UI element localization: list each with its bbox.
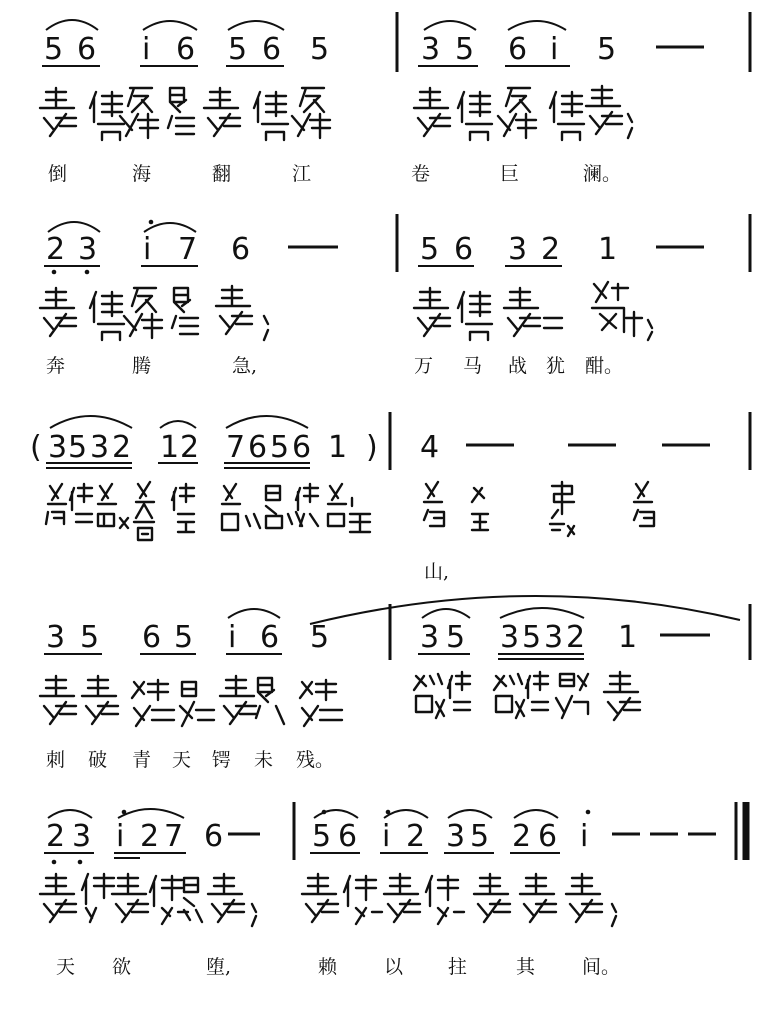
tablature-glyph (414, 88, 450, 136)
tablature-glyph (208, 874, 256, 926)
note: 6 (262, 32, 282, 67)
slur (118, 809, 184, 818)
tablature-glyph (448, 672, 470, 710)
note: 5 (420, 232, 440, 267)
tablature-glyph (494, 674, 524, 718)
lyric: 刺 (46, 749, 66, 771)
tablature-glyph (40, 676, 76, 724)
tablature-glyph (586, 86, 632, 138)
note: 6 (338, 819, 358, 854)
tablature-row-1 (40, 86, 632, 140)
note: 6 (260, 620, 280, 655)
tablature-glyph (172, 288, 198, 334)
tablature-glyph (172, 484, 194, 532)
tablature-row-5 (40, 874, 616, 926)
note: i (142, 32, 151, 67)
note: 3 (544, 620, 564, 655)
note: 2 (46, 819, 66, 854)
tablature-glyph (70, 484, 92, 522)
note: 3 (72, 819, 92, 854)
tablature-glyph (458, 92, 492, 140)
note: 2 (566, 620, 586, 655)
tablature-glyph (292, 88, 330, 138)
tablature-glyph (550, 92, 584, 140)
lyric: 赖 (318, 956, 338, 978)
slur (46, 20, 98, 30)
lyric: 奔 (46, 355, 66, 377)
tablature-glyph (302, 874, 338, 922)
system-2 (44, 214, 750, 274)
tablature-row-2 (40, 282, 652, 340)
note: 5 (522, 620, 542, 655)
tablature-glyph (604, 672, 640, 720)
note: 5 (44, 32, 64, 67)
note: 6 (204, 819, 224, 854)
system-4 (44, 596, 750, 660)
octave-dot (149, 220, 154, 225)
system-3 (30, 412, 750, 470)
octave-dot (586, 810, 591, 815)
lyric: 犹 (546, 355, 566, 377)
lyrics-row-4 (46, 749, 334, 771)
note: 3 (78, 232, 98, 267)
tablature-glyph (426, 876, 464, 924)
lyric: 未 (254, 749, 274, 771)
octave-dot (386, 810, 391, 815)
note: 5 (310, 32, 330, 67)
lyric: 破 (88, 749, 108, 771)
lyric: 战 (508, 355, 528, 377)
tablature-glyph (384, 874, 420, 922)
tablature-glyph (40, 88, 76, 136)
note: 7 (226, 430, 246, 465)
note: 5 (470, 819, 490, 854)
octave-dot (52, 270, 57, 275)
tablature-glyph (526, 672, 548, 710)
tablature-row-4 (40, 672, 640, 726)
lyric: 山, (424, 561, 450, 583)
tablature-glyph (566, 874, 616, 926)
tablature-glyph (266, 486, 302, 528)
slur (422, 609, 470, 618)
tablature-glyph (498, 88, 536, 138)
lyric: 以 (384, 956, 404, 978)
note: 3 (48, 430, 68, 465)
note: i (228, 620, 237, 655)
tablature-row-3 (46, 482, 654, 540)
slur (143, 21, 197, 30)
tablature-glyph (504, 288, 562, 336)
tablature-glyph (124, 288, 162, 338)
note: 6 (142, 620, 162, 655)
note: 1 (328, 430, 348, 465)
slur (514, 810, 558, 818)
tablature-glyph (220, 676, 256, 724)
lyric: 拄 (448, 956, 468, 978)
note: i (580, 819, 589, 854)
tablature-glyph (204, 88, 240, 136)
tablature-glyph (134, 482, 154, 540)
slur (48, 222, 100, 232)
paren-close: ) (366, 430, 378, 465)
lyric: 青 (132, 749, 152, 771)
octave-dot (122, 810, 127, 815)
note: 6 (292, 430, 312, 465)
tablature-glyph (40, 874, 76, 922)
lyrics-row-3 (424, 561, 449, 583)
lyric: 倒 (48, 163, 68, 185)
octave-dot (78, 860, 83, 865)
lyric: 间。 (582, 956, 621, 978)
slur (500, 608, 584, 618)
tablature-glyph (82, 874, 114, 922)
tablature-glyph (46, 484, 66, 524)
slur (144, 223, 196, 232)
note: 6 (538, 819, 558, 854)
lyric: 卷 (411, 163, 431, 185)
slur (384, 810, 428, 818)
note: i (550, 32, 559, 67)
note: 5 (80, 620, 100, 655)
note: 5 (446, 620, 466, 655)
note: 2 (406, 819, 426, 854)
lyric: 江 (292, 163, 312, 185)
slur (226, 416, 308, 428)
note: 3 (46, 620, 66, 655)
lyric: 其 (516, 956, 536, 978)
note: 1 (598, 232, 618, 267)
system-1 (42, 12, 750, 72)
note: 5 (312, 819, 332, 854)
tablature-glyph (120, 88, 158, 138)
note: 3 (421, 32, 441, 67)
slur (508, 21, 566, 30)
note: 5 (228, 32, 248, 67)
note: 3 (90, 430, 110, 465)
lyric: 锷 (212, 749, 232, 771)
note: 2 (140, 819, 160, 854)
tablature-glyph (424, 482, 444, 526)
slur (48, 810, 92, 818)
tablature-glyph (474, 874, 510, 922)
paren-open: ( (30, 430, 42, 465)
system-5 (44, 802, 746, 864)
tablature-glyph (40, 288, 76, 336)
tablature-glyph (520, 874, 556, 922)
slur (228, 21, 284, 30)
note: 4 (420, 430, 440, 465)
octave-dot (52, 860, 57, 865)
tablature-glyph (556, 674, 588, 718)
note: 6 (231, 232, 251, 267)
tablature-glyph (414, 674, 444, 718)
note: 2 (512, 819, 532, 854)
note: i (382, 819, 391, 854)
lyric: 马 (463, 355, 483, 377)
note: 2 (180, 430, 200, 465)
tablature-glyph (634, 482, 654, 526)
tablature-glyph (472, 488, 488, 530)
lyric: 海 (132, 163, 152, 185)
tablature-glyph (82, 676, 118, 724)
tablature-glyph (168, 88, 194, 134)
note: 3 (508, 232, 528, 267)
note: i (116, 819, 125, 854)
note: 6 (508, 32, 528, 67)
slur (314, 810, 358, 818)
tablature-glyph (550, 482, 574, 536)
note: 3 (446, 819, 466, 854)
note: 3 (500, 620, 520, 655)
lyrics-row-1 (48, 163, 621, 185)
note: 2 (112, 430, 132, 465)
lyric: 腾 (132, 355, 152, 377)
lyric: 酣。 (585, 355, 624, 377)
octave-dot (322, 810, 327, 815)
tablature-glyph (90, 292, 124, 340)
note: 5 (455, 32, 475, 67)
note: 2 (541, 232, 561, 267)
note: 5 (310, 620, 330, 655)
note: 3 (420, 620, 440, 655)
note: 7 (178, 232, 198, 267)
note: 6 (248, 430, 268, 465)
tablature-glyph (222, 484, 260, 530)
lyric: 翻 (212, 163, 232, 185)
lyrics-row-5 (56, 956, 620, 978)
tablature-glyph (254, 92, 288, 140)
lyrics-row-2 (46, 355, 623, 377)
note: 5 (174, 620, 194, 655)
tablature-glyph (458, 292, 492, 340)
lyric: 天 (172, 749, 192, 771)
slur (160, 421, 196, 428)
tablature-glyph (216, 286, 268, 340)
lyric: 残。 (296, 749, 335, 771)
tablature-glyph (184, 878, 202, 922)
note: 6 (77, 32, 97, 67)
tablature-glyph (414, 288, 450, 336)
note: 5 (270, 430, 290, 465)
note: 2 (46, 232, 66, 267)
note: 1 (160, 430, 180, 465)
slur (50, 416, 132, 428)
note: 1 (618, 620, 638, 655)
tablature-glyph (328, 484, 370, 532)
note: 7 (164, 819, 184, 854)
tablature-glyph (180, 682, 214, 726)
note: i (143, 232, 152, 267)
tablature-glyph (344, 876, 382, 924)
lyric: 天 (56, 956, 76, 978)
octave-dot (85, 270, 90, 275)
slur (448, 810, 492, 818)
slur (424, 21, 476, 30)
note: 5 (68, 430, 88, 465)
lyric: 堕, (206, 956, 232, 978)
tablature-glyph (98, 484, 128, 528)
lyric: 澜。 (583, 163, 622, 185)
tablature-glyph (256, 678, 284, 724)
note: 6 (454, 232, 474, 267)
lyric: 巨 (500, 163, 520, 185)
tablature-glyph (300, 680, 342, 726)
lyric: 欲 (112, 956, 132, 978)
tablature-glyph (150, 876, 188, 924)
lyric: 急, (232, 355, 258, 377)
tablature-glyph (112, 874, 148, 922)
tablature-glyph (132, 680, 174, 726)
slur (228, 609, 280, 618)
lyric: 万 (414, 355, 434, 377)
tablature-glyph (592, 282, 652, 340)
note: 5 (597, 32, 617, 67)
note: 6 (176, 32, 196, 67)
